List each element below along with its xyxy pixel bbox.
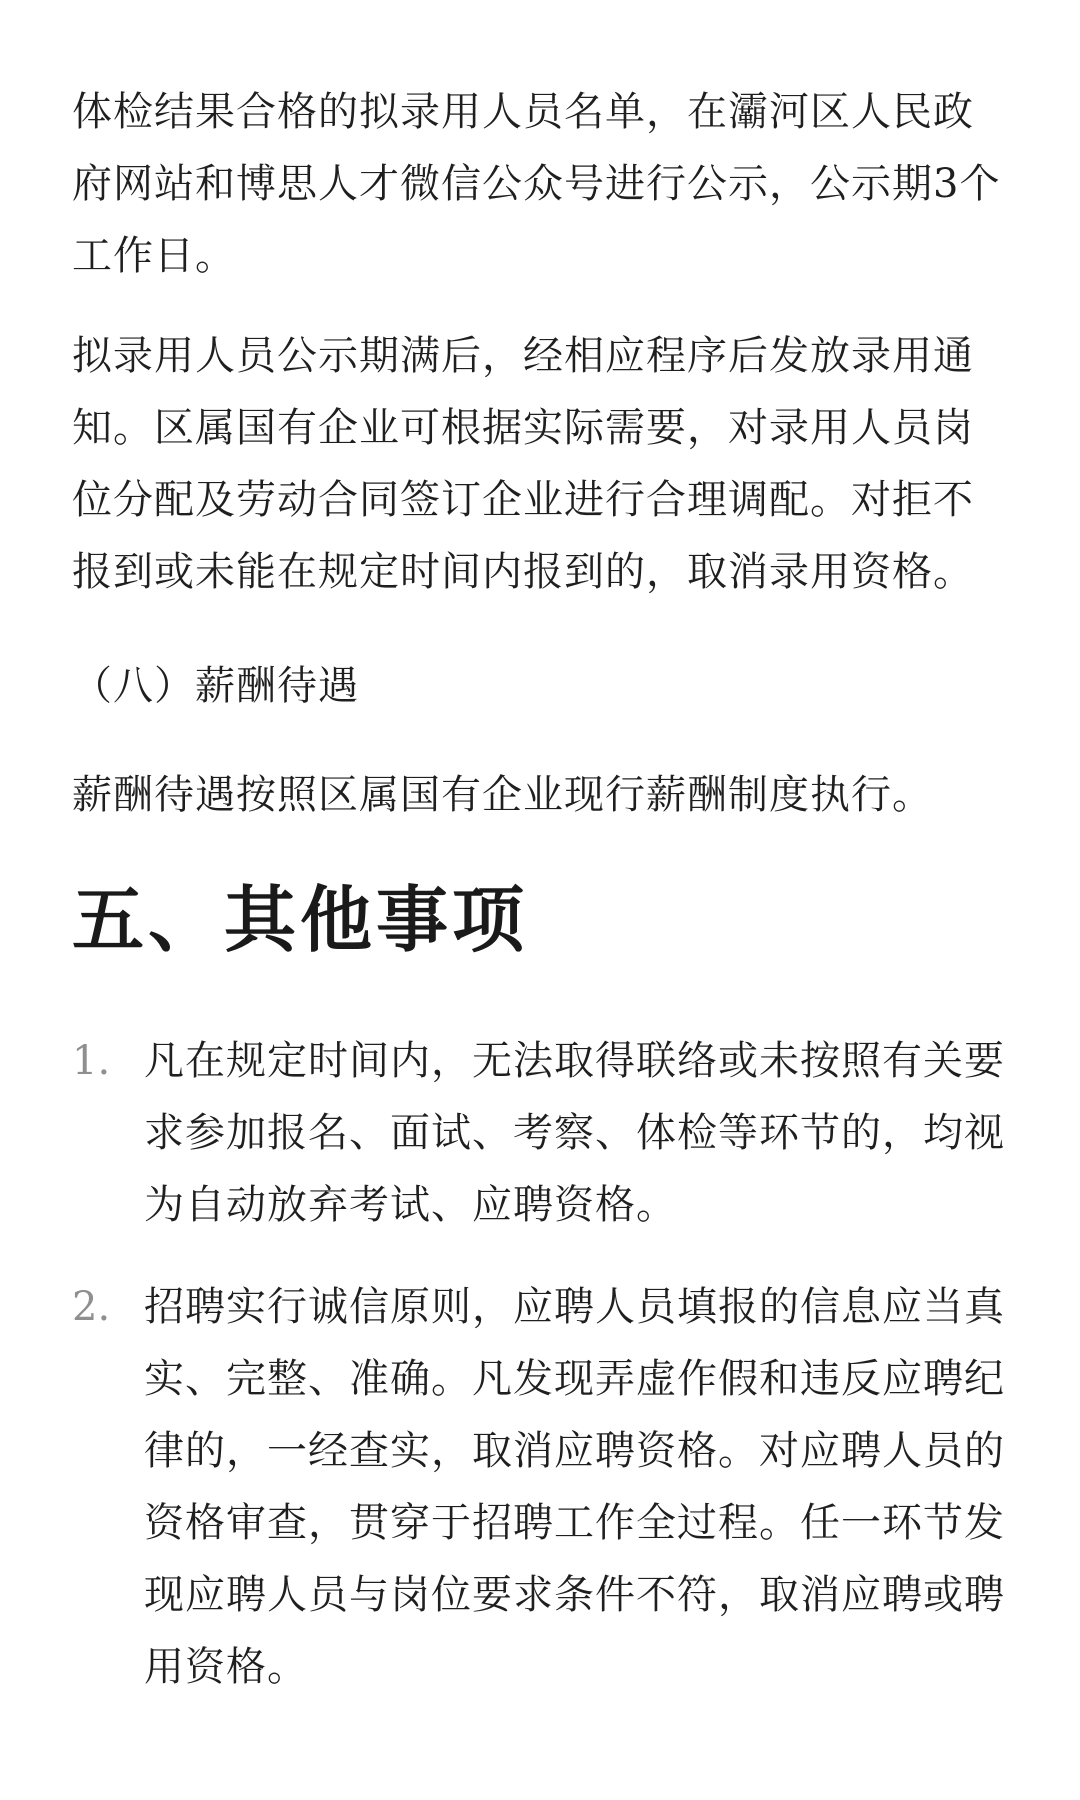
subheading-salary: （八）薪酬待遇 xyxy=(72,663,359,709)
list-item-number: 1. xyxy=(72,1038,111,1084)
list-item-text: 凡在规定时间内，无法取得联络或未按照有关要求参加报名、面试、考察、体检等环节的，均视为自动放弃考试、应聘资格。 xyxy=(144,1038,1005,1228)
paragraph-publicity: 体检结果合格的拟录用人员名单，在灞河区人民政府网站和博思人才微信公众号进行公示，公示期3个工作日。 xyxy=(72,89,1001,279)
paragraph-employment-notice: 拟录用人员公示期满后，经相应程序后发放录用通知。区属国有企业可根据实际需要，对录用人员岗位分配及劳动合同签订企业进行合理调配。对拒不报到或未能在规定时间内报到的，取消录用资格。 xyxy=(72,333,974,595)
paragraph-salary: 薪酬待遇按照区属国有企业现行薪酬制度执行。 xyxy=(72,772,933,818)
list-item-number: 2. xyxy=(72,1284,111,1330)
section-heading: 五、其他事项 xyxy=(72,877,529,962)
list-item-text: 招聘实行诚信原则，应聘人员填报的信息应当真实、完整、准确。凡发现弄虚作假和违反应聘纪律的，一经查实，取消应聘资格。对应聘人员的资格审查，贯穿于招聘工作全过程。任一环节发现应聘人员与岗位要求条件不符，取消应聘或聘用资格。 xyxy=(144,1284,1005,1690)
